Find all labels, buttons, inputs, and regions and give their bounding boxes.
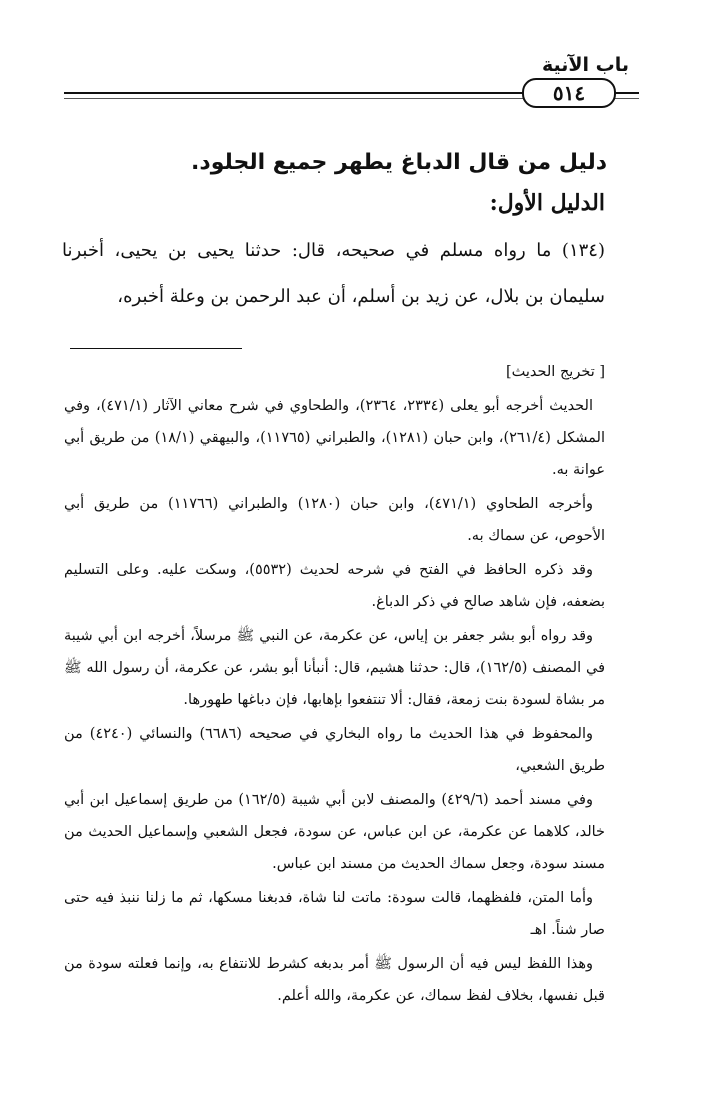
sub-heading: الدليل الأول: bbox=[489, 190, 605, 216]
footnote-paragraph: وأخرجه الطحاوي (٤٧١/١)، وابن حبان (١٢٨٠) والطبراني (١١٧٦٦) من طريق أبي الأحوص، عن سماك به. bbox=[64, 496, 605, 544]
main-text bbox=[62, 228, 605, 320]
footnote-paragraph: وهذا اللفظ ليس فيه أن الرسول ﷺ أمر بدبغه كشرط للانتفاع به، وإنما فعلته سودة من قبل نفسها، بخلاف لفظ سماك، عن عكرمة، والله أعلم. bbox=[64, 956, 605, 1004]
footnote-paragraph: وفي مسند أحمد (٤٢٩/٦) والمصنف لابن أبي شيبة (١٦٢/٥) من طريق إسماعيل ابن أبي خالد، كلاهما عن عكرمة، عن ابن عباس، عن سودة، فجعل الشعبي وإسماعيل الحديث من مسند سودة، وجعل سماك الحديث من مسند ابن عباس. bbox=[64, 792, 605, 872]
footnote-divider bbox=[70, 348, 242, 349]
footnote-paragraph: الحديث أخرجه أبو يعلى (٢٣٣٤، ٢٣٦٤)، والطحاوي في شرح معاني الآثار (٤٧١/١)، وفي المشكل (٢٦١/٤)، وابن حبان (١٢٨١)، والطبراني (١١٧٦٥)، والبيهقي (١٨/١) من طريق أبي عوانة به. bbox=[64, 398, 605, 478]
page-number: ٥١٤ bbox=[522, 78, 616, 108]
hadith-paragraph: (١٣٤) ما رواه مسلم في صحيحه، قال: حدثنا يحيى بن يحيى، أخبرنا سليمان بن بلال، عن زيد بن أسلم، أن عبد الرحمن بن وعلة أخبره، bbox=[62, 240, 605, 307]
page-header bbox=[64, 48, 639, 108]
footnote-paragraph: وأما المتن، فلفظهما، قالت سودة: ماتت لنا شاة، فدبغنا مسكها، ثم ما زلنا ننبذ فيه حتى صار شناً. اهـ bbox=[64, 890, 605, 938]
section-heading: دليل من قال الدباغ يطهر جميع الجلود. bbox=[191, 150, 607, 175]
footnote-tag: [ تخريج الحديث] bbox=[505, 364, 605, 380]
footnote-paragraph: والمحفوظ في هذا الحديث ما رواه البخاري في صحيحه (٦٦٨٦) والنسائي (٤٢٤٠) من طريق الشعبي، bbox=[64, 726, 605, 774]
footnote-paragraph: وقد ذكره الحافظ في الفتح في شرحه لحديث (٥٥٣٢)، وسكت عليه. وعلى التسليم بضعفه، فإن شاهد صالح في ذكر الدباغ. bbox=[64, 562, 605, 610]
chapter-title: باب الآنية bbox=[541, 54, 629, 76]
footnote-paragraph: وقد رواه أبو بشر جعفر بن إياس، عن عكرمة، عن النبي ﷺ مرسلاً، أخرجه ابن أبي شيبة في المصنف (١٦٢/٥)، قال: حدثنا هشيم، قال: أنبأنا أبو بشر، عن عكرمة، أن رسول الله ﷺ مر بشاة لسودة بنت زمعة، فقال: ألا تنتفعوا بإهابها، فإن دباغها طهورها. bbox=[64, 628, 606, 708]
footnotes bbox=[64, 356, 605, 1014]
